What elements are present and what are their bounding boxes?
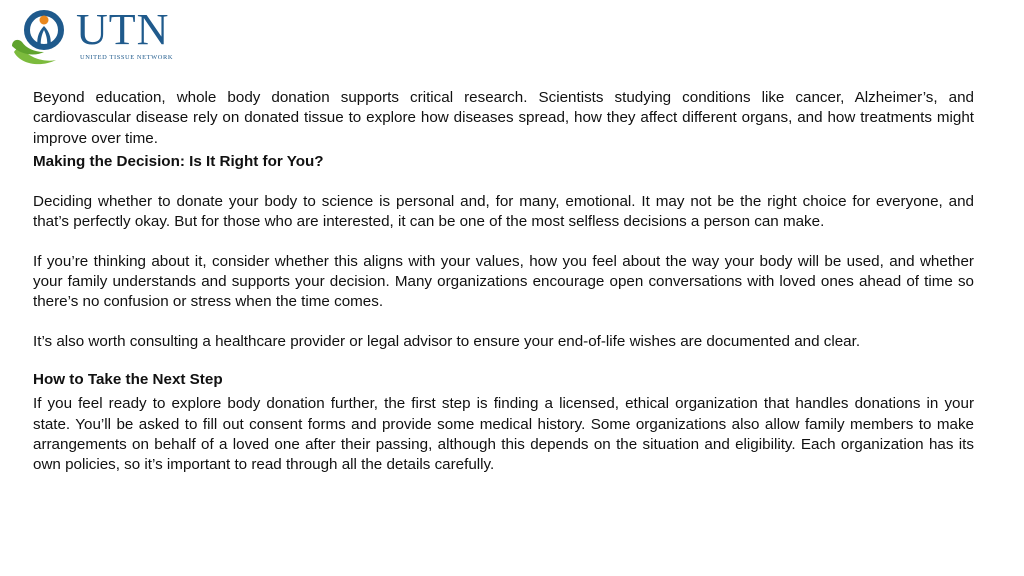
heading-making-decision: Making the Decision: Is It Right for You?: [33, 152, 324, 170]
logo-wordmark: UTN: [76, 5, 170, 54]
paragraph-consulting: It’s also worth consulting a healthcare provider or legal advisor to ensure your end-of-life wishes are documented and clear.: [33, 332, 861, 350]
paragraph-deciding: Deciding whether to donate your body to science is personal and, for many, emotional. It may not be the right choice for everyone, and that’s perfectly okay. But for those who are interested, it can be one of the most selfless decisions a person can make.: [33, 193, 974, 231]
paragraph-next-step: If you feel ready to explore body donation further, the first step is finding a licensed, ethical organization that handles donations in your state. You’ll be asked to fill out consent forms and provide some medical history. Some organizations also allow family members to make arrangements on behalf of a loved one after their passing, although this depends on the situation and eligibility. Each organization has its own policies, so it’s important to read through all the details carefully.: [33, 395, 974, 474]
paragraph-research: Beyond education, whole body donation supports critical research. Scientists studying conditions like cancer, Alzheimer’s, and cardiovascular disease rely on donated tissue to explore how diseases spread, how they affect different organs, and how treatments might improve over time.: [33, 89, 974, 147]
article-body: [33, 88, 974, 475]
logo-subtitle: UNITED TISSUE NETWORK: [80, 54, 174, 61]
utn-logo-mark-icon: [10, 6, 72, 68]
heading-next-step: How to Take the Next Step: [33, 370, 223, 388]
utn-logo[interactable]: [10, 6, 190, 68]
paragraph-considerations: If you’re thinking about it, consider whether this aligns with your values, how you feel about the way your body will be used, and whether your family understands and supports your decision. Many organizations encourage open conversations with loved ones ahead of time so there’s no confusion or stress when the time comes.: [33, 252, 974, 311]
